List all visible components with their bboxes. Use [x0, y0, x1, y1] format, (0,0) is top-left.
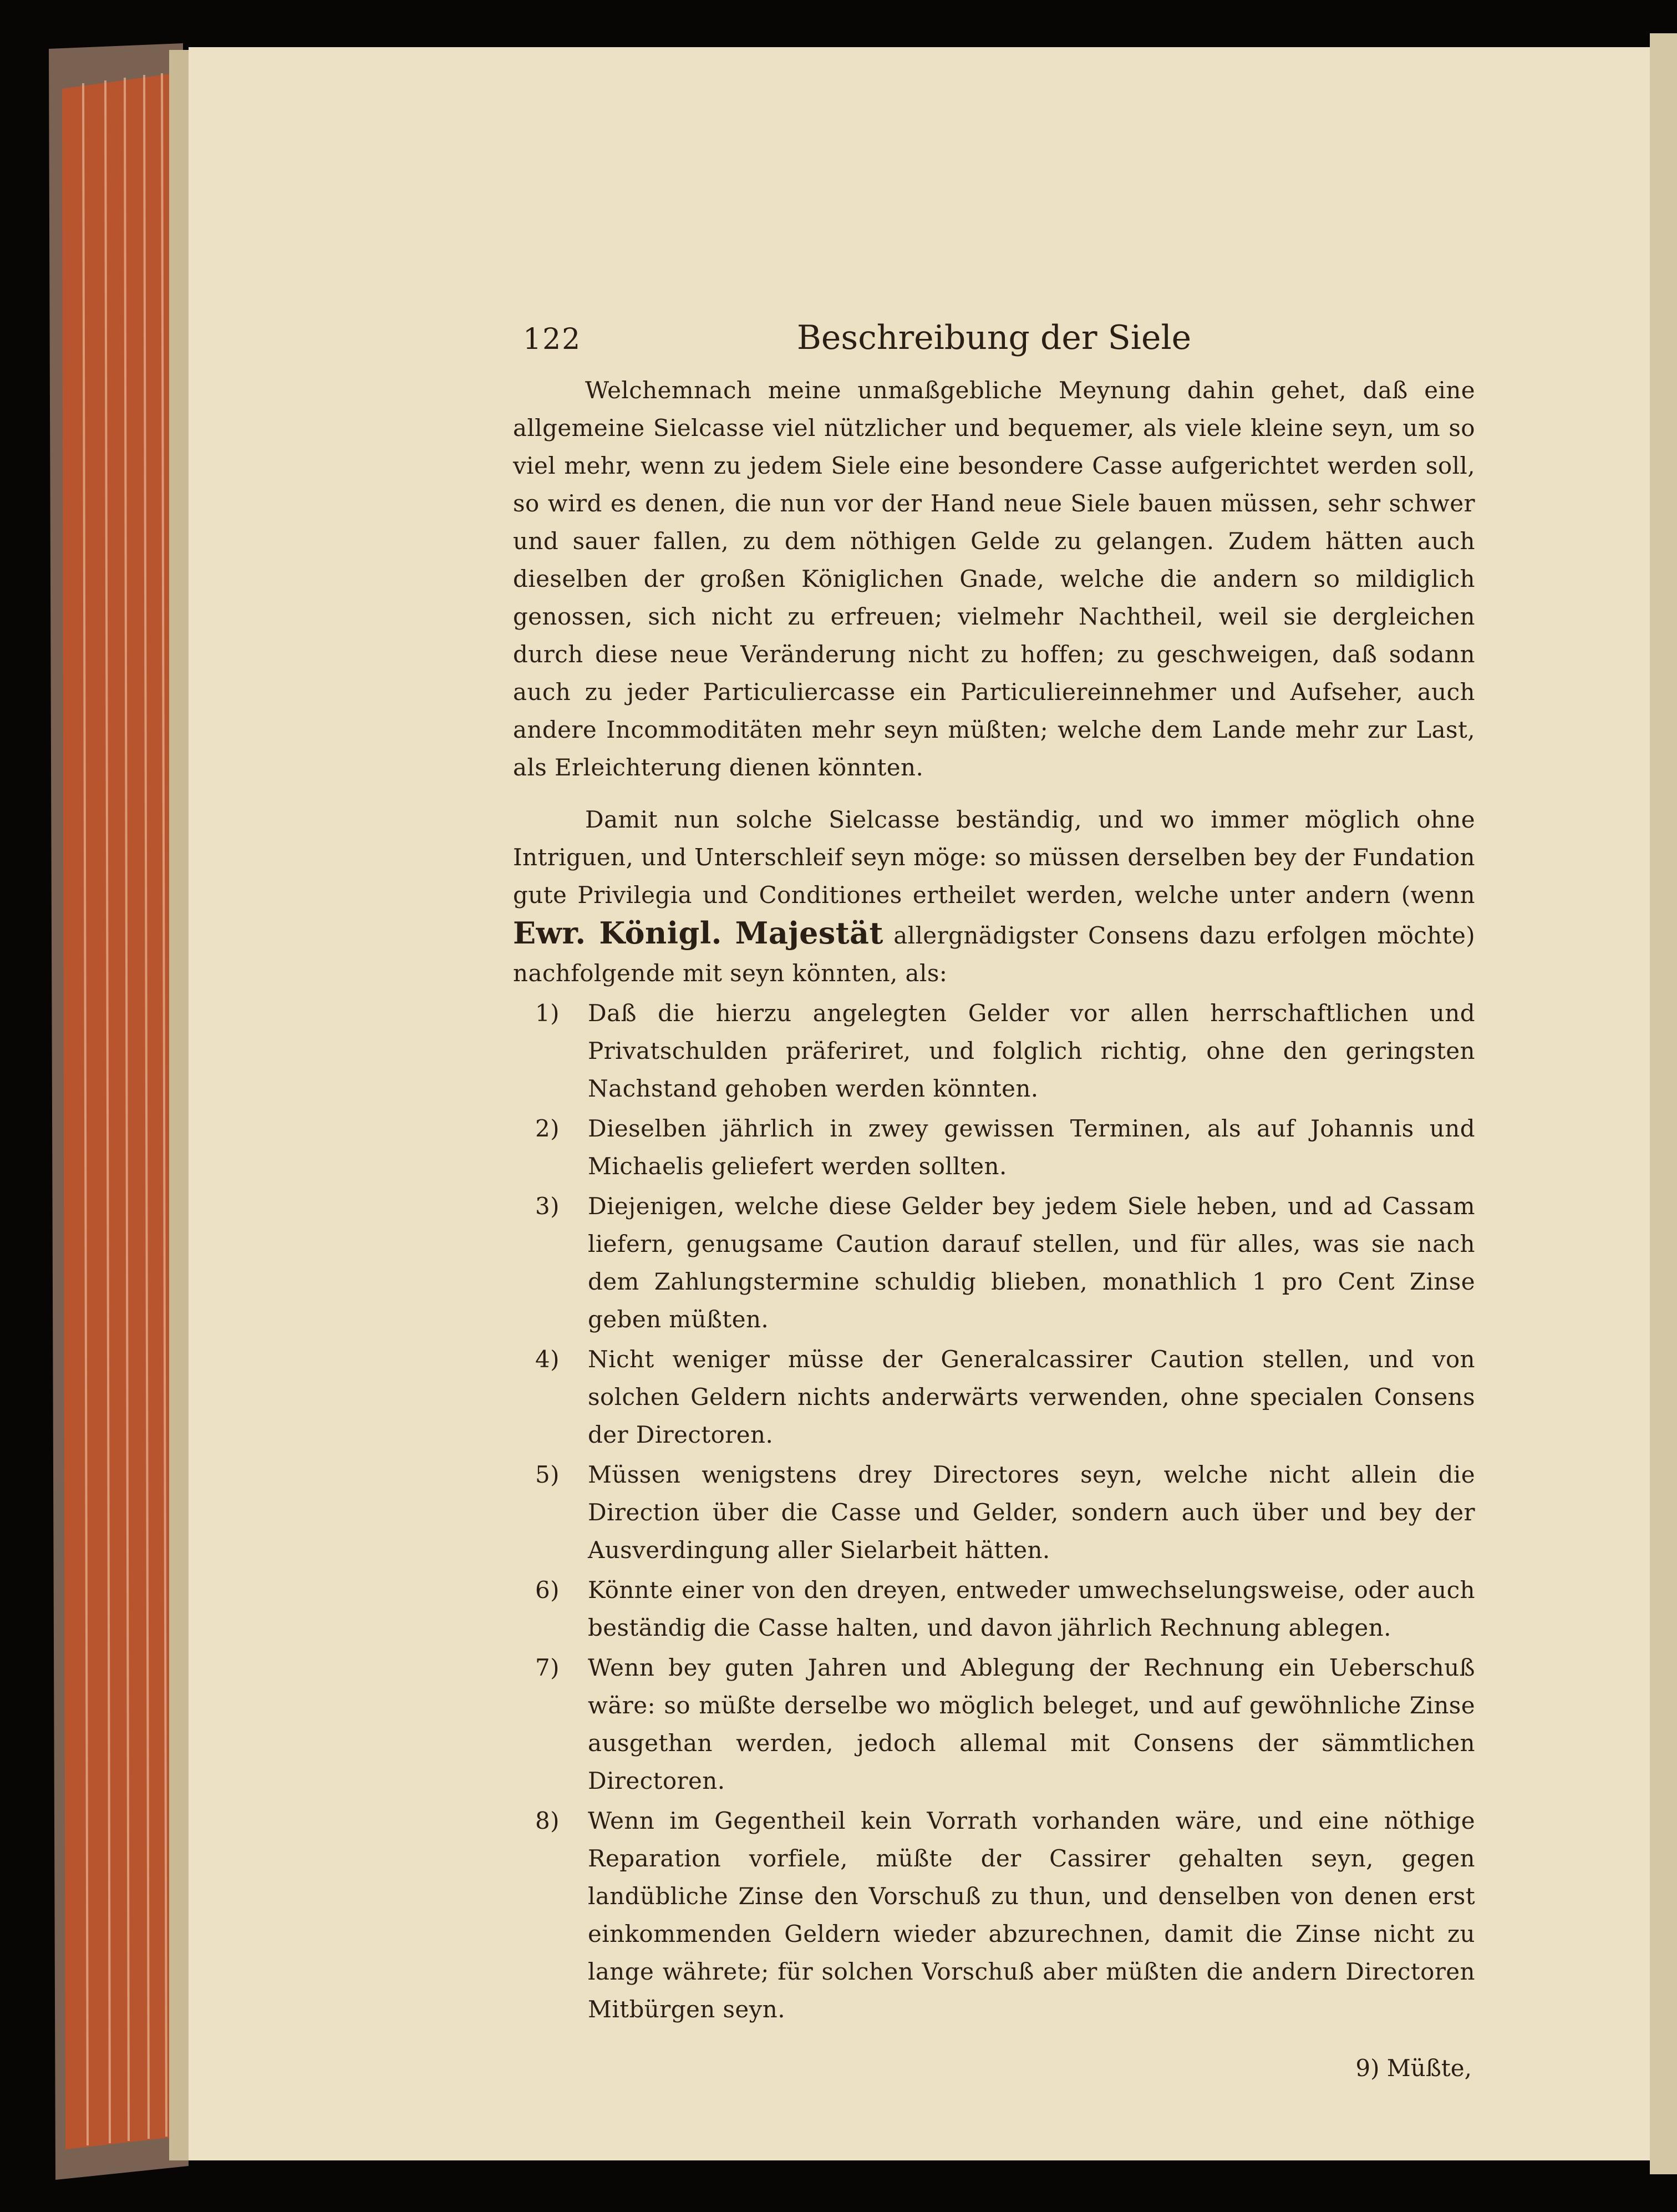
list-number: 7)	[535, 1654, 560, 1681]
list-text: Diejenigen, welche diese Gelder bey jedem Siele heben, und ad Cassam liefern, genugsame Caution darauf stellen, und für alles, was sie nach dem Zahlungstermine schuldig blieben, monathlich 1 pro Cent Zinse geben müßten.	[588, 1193, 1475, 1333]
list-number: 5)	[535, 1461, 560, 1488]
list-item-5	[513, 1456, 1475, 1569]
page-text-block	[513, 311, 1475, 2087]
list-number: 8)	[535, 1807, 560, 1834]
list-text: Könnte einer von den dreyen, entweder umwechselungsweise, oder auch beständig die Casse halten, und davon jährlich Rechnung ablegen.	[588, 1576, 1475, 1641]
paragraph-1: Welchemnach meine unmaßgebliche Meynung dahin gehet, daß eine allgemeine Sielcasse viel nützlicher und bequemer, als viele kleine seyn, um so viel mehr, wenn zu jedem Siele eine besondere Casse aufgerichtet werden soll, so wird es denen, die nun vor der Hand neue Siele bauen müssen, sehr schwer und sauer fallen, zu dem nöthigen Gelde zu gelangen. Zudem hätten auch dieselben der großen Königlichen Gnade, welche die andern so mildiglich genossen, sich nicht zu erfreuen; vielmehr Nachtheil, weil sie dergleichen durch diese neue Veränderung nicht zu hoffen; zu geschweigen, daß sodann auch zu jeder Particuliercasse ein Particuliereinnehmer und Aufseher, auch andere Incommoditäten mehr seyn müßten; welche dem Lande mehr zur Last, als Erleichterung dienen könnten.	[513, 377, 1475, 781]
list-item-6	[513, 1571, 1475, 1647]
paragraph-2-emphasis: Ewr. Königl. Majestät	[513, 915, 883, 951]
list-text: Dieselben jährlich in zwey gewissen Terminen, als auf Johannis und Michaelis geliefert werden sollten.	[588, 1115, 1475, 1180]
list-item-3	[513, 1188, 1475, 1338]
list-item-2	[513, 1110, 1475, 1185]
paragraph-2	[513, 801, 1475, 992]
list-text: Müssen wenigstens drey Directores seyn, welche nicht allein die Direction über die Casse und Gelder, sondern auch über und bey der Ausverdingung aller Sielarbeit hätten.	[588, 1461, 1475, 1564]
list-item-8	[513, 1802, 1475, 2028]
facing-page-strip	[1650, 33, 1677, 2174]
list-item-7	[513, 1649, 1475, 1800]
paragraph-2-after: allergnädigster Consens dazu erfolgen möchte) nachfolgende mit seyn könnten, als:	[513, 922, 1475, 987]
list-number: 1)	[535, 1000, 560, 1027]
list-item-4	[513, 1341, 1475, 1454]
page-number: 122	[523, 323, 582, 356]
list-number: 6)	[535, 1576, 560, 1604]
page-header	[513, 311, 1475, 372]
list-number: 3)	[535, 1193, 560, 1220]
list-text: Wenn im Gegentheil kein Vorrath vorhanden wäre, und eine nöthige Reparation vorfiele, müßte der Cassirer gehalten seyn, gegen landübliche Zinse den Vorschuß zu thun, und denselben von denen erst einkommenden Geldern wieder abzurechnen, damit die Zinse nicht zu lange währete; für solchen Vorschuß aber müßten die andern Directoren Mitbürgen seyn.	[588, 1807, 1475, 2023]
list-text: Nicht weniger müsse der Generalcassirer Caution stellen, und von solchen Geldern nichts anderwärts verwenden, ohne specialen Consens der Directoren.	[588, 1346, 1475, 1448]
paragraph-2-before: Damit nun solche Sielcasse beständig, und wo immer möglich ohne Intriguen, und Unterschleif seyn möge: so müssen derselben bey der Fundation gute Privilegia und Conditiones ertheilet werden, welche unter andern (wenn	[513, 806, 1475, 909]
list-number: 2)	[535, 1115, 560, 1142]
list-text: Wenn bey guten Jahren und Ablegung der Rechnung ein Ueberschuß wäre: so müßte derselbe wo möglich beleget, und auf gewöhnliche Zinse ausgethan werden, jedoch allemal mit Consens der sämmtlichen Directoren.	[588, 1654, 1475, 1794]
numbered-list	[513, 995, 1475, 2028]
catchword: 9) Müßte,	[1355, 2054, 1472, 2082]
running-title: Beschreibung der Siele	[796, 318, 1192, 357]
list-number: 4)	[535, 1346, 560, 1373]
list-item-1	[513, 995, 1475, 1108]
list-text: Daß die hierzu angelegten Gelder vor allen herrschaftlichen und Privatschulden präferiret, und folglich richtig, ohne den geringsten Nachstand gehoben werden könnten.	[588, 1000, 1475, 1102]
